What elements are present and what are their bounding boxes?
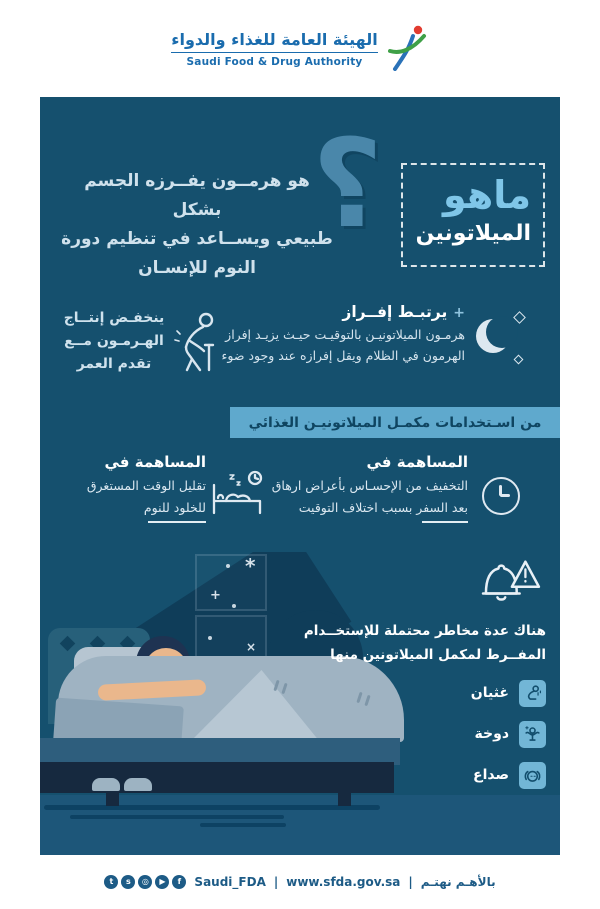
question-mark-icon: ؟: [312, 113, 383, 255]
star-glyph: +: [210, 588, 221, 603]
definition-line: هو هرمــون يفــرزه الجسم بشكل: [84, 171, 310, 220]
sfda-header: [0, 0, 600, 97]
facebook-icon[interactable]: f: [172, 875, 186, 889]
risks-intro-line: المفــرط لمكمل الميلاتونين منها: [330, 647, 546, 664]
elderly-person-cane-icon: [172, 311, 226, 377]
footer: [0, 855, 600, 909]
risks-intro-line: هناك عدة مخاطر محتملة للإستخــدام: [303, 623, 546, 639]
risk-label: دوخة: [474, 726, 509, 743]
clock-icon: [482, 477, 520, 515]
star-glyph: *: [245, 554, 256, 578]
floor-line: [70, 815, 284, 819]
fact-timing-title: +يرتبـط إفــراز: [342, 303, 465, 321]
risk-label: صداع: [473, 767, 509, 784]
fact-secretion-timing: [217, 303, 465, 363]
use-sleep-line: تقليل الوقت المستغرق: [86, 478, 206, 493]
footer-divider: |: [273, 875, 279, 889]
uses-banner: من اسـتخدامات مكمـل الميلاتونيـن الغذائي: [230, 407, 560, 438]
fact-age-line: تقدم العمر: [76, 356, 152, 373]
sfda-name-english: Saudi Food & Drug Authority: [186, 55, 363, 68]
use-sleep-onset: [64, 453, 206, 523]
use-sleep-line: للخلود للنوم: [143, 500, 206, 515]
slipper: [124, 778, 152, 791]
dizziness-icon: [519, 721, 546, 748]
star-dot: [226, 564, 230, 568]
footer-divider: |: [408, 875, 413, 889]
risk-item-dizziness: [475, 721, 546, 748]
star-glyph: ×: [246, 640, 257, 654]
risk-label: غثيان: [470, 685, 509, 702]
decorative-underline: [422, 521, 468, 523]
sfda-logo-icon: [387, 23, 429, 75]
instagram-icon[interactable]: ◎: [138, 875, 152, 889]
fact-age-line: الهـرمـون مــع: [64, 333, 164, 350]
definition-line: طبيعي ويســاعد في تنظيم دورة: [61, 228, 333, 249]
risks-section: [303, 555, 546, 789]
use-jetlag-title: المساهمة في: [366, 453, 468, 471]
definition-line: النوم للإنسـان: [138, 257, 256, 278]
title-box: [401, 163, 545, 267]
star-dot: [208, 636, 212, 640]
bed-leg: [338, 793, 351, 806]
title-melatonin: الميلاتونين: [415, 220, 531, 246]
youtube-icon[interactable]: ▶: [155, 875, 169, 889]
bell-alert-icon: [346, 555, 542, 611]
social-handle[interactable]: Saudi_FDA: [194, 875, 266, 889]
sfda-name-arabic: الهيئة العامة للغذاء والدواء: [171, 30, 377, 53]
moon-stars-icon: [474, 309, 526, 367]
use-jetlag-line: التخفيف من الإحسـاس بأعراض ارهاق: [271, 478, 468, 493]
website-link[interactable]: www.sfda.gov.sa: [286, 875, 401, 889]
risk-item-headache: [473, 762, 546, 789]
window-pane: [195, 554, 267, 611]
sfda-logo-text: [171, 30, 377, 68]
snapchat-icon[interactable]: s: [121, 875, 135, 889]
fact-age-line: ينخفـض إنتــاج: [63, 310, 165, 326]
fact-timing-line: هرمـون الميلاتونيـن بالتوقيـت حيـث يزيـد إفراز: [225, 327, 465, 342]
decorative-underline: [148, 521, 206, 523]
use-jetlag-line: بعد السفر بسبب اختلاف التوقيت: [298, 500, 468, 515]
nausea-icon: [519, 680, 546, 707]
star-dot: [232, 604, 236, 608]
fact-timing-line: الهرمون في الظلام ويقل إفرازه عند وجود ضوء: [221, 348, 465, 363]
bed-sleep-icon: [210, 469, 264, 519]
risk-items-list: [384, 680, 546, 789]
slipper: [92, 778, 120, 791]
title-what-is: ماهو: [443, 173, 531, 217]
risk-item-nausea: [471, 680, 546, 707]
twitter-icon[interactable]: t: [104, 875, 118, 889]
use-sleep-title: المساهمة في: [104, 453, 206, 471]
floor-line: [44, 805, 380, 810]
floor-line: [200, 823, 286, 827]
fact-age-decline: [58, 307, 170, 376]
social-icons: [104, 875, 186, 889]
infographic-panel: [40, 97, 560, 855]
melatonin-definition: [58, 167, 336, 283]
sfda-slogan: بالأهـم نهتـم: [420, 875, 496, 889]
plus-marker: +: [453, 305, 465, 321]
headache-icon: [519, 762, 546, 789]
bed-leg: [106, 793, 119, 806]
